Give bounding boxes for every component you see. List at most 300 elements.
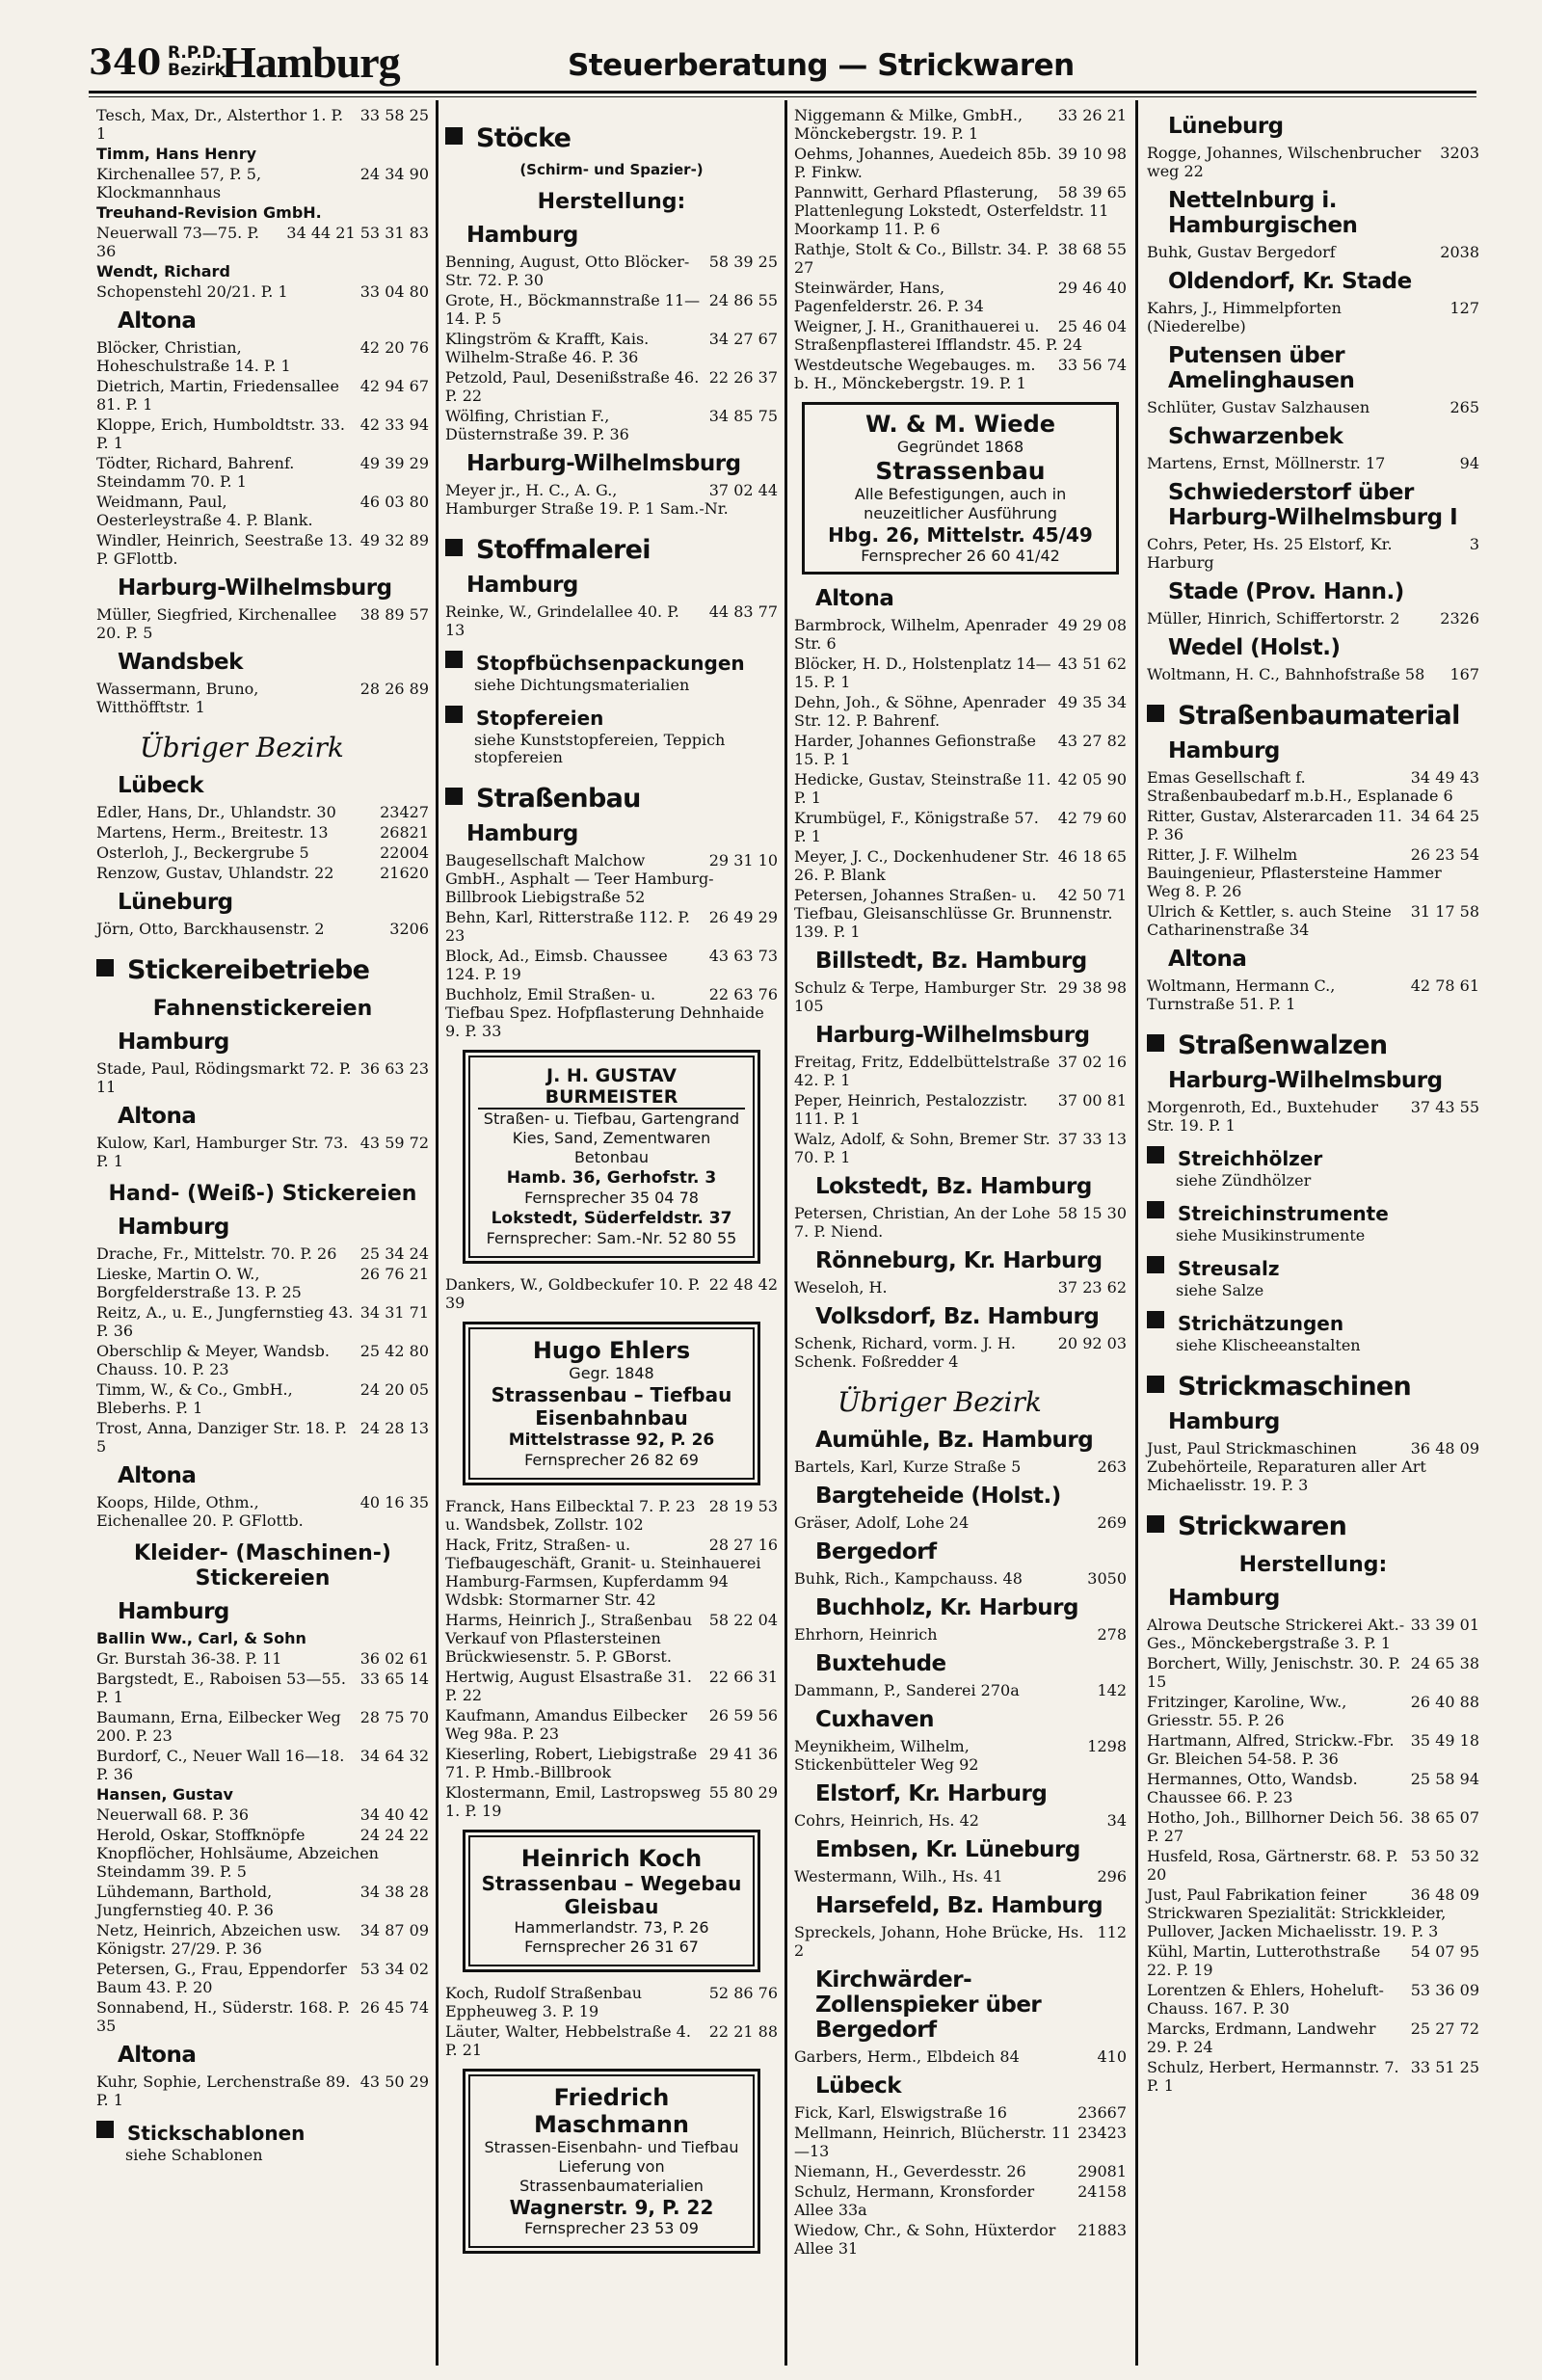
category-label: Straßenbau	[476, 784, 641, 814]
entry-name: Just, Paul Fabrikation feiner Strickwaren Spezialität: Strickkleider, Pullover, Jacken Michaelisstr. 19. P. 3	[1147, 1885, 1447, 1940]
entry-name: Treuhand-Revision GmbH.	[96, 203, 322, 222]
square-bullet-icon	[445, 539, 463, 556]
place-heading: Kirchwärder-Zollenspieker über Bergedorf	[815, 1967, 1042, 2043]
phone-number: 20 92 03	[1057, 1334, 1127, 1352]
entry-name: Reinke, W., Grindelallee 40. P. 13	[445, 602, 679, 639]
entry-name: Windler, Heinrich, Seestraße 13. P. GFlottb.	[96, 531, 353, 568]
entry-name: Dehn, Joh., & Söhne, Apenrader Str. 12. P. Bahrenf.	[794, 693, 1046, 730]
phone-number: 28 27 16	[708, 1536, 778, 1554]
phone-number: 278	[1097, 1625, 1127, 1644]
directory-entry	[96, 377, 429, 414]
directory-entry	[1147, 1981, 1479, 2018]
directory-entry	[794, 2103, 1127, 2122]
ad-line: Kies, Sand, Zementwaren	[512, 1129, 711, 1147]
category-label: Strickwaren	[1178, 1511, 1347, 1541]
place-heading: Altona	[815, 586, 894, 611]
directory-entry	[794, 2124, 1127, 2160]
entry-name: Just, Paul Strickmaschinen Zubehörteile, Reparaturen aller Art Michaelisstr. 19. P. 3	[1147, 1439, 1426, 1494]
entry-name: Schenk, Richard, vorm. J. H. Schenk. Foßredder 4	[794, 1334, 1016, 1371]
phone-number: 34 31 71	[359, 1303, 429, 1322]
entry-name: Pannwitt, Gerhard Pflasterung, Plattenlegung Lokstedt, Osterfeldstr. 11 Moorkamp 11. P. 6	[794, 183, 1109, 238]
place-heading: Nettelnburg i. Hamburgischen	[1168, 188, 1358, 238]
entry-name: Schopenstehl 20/21. P. 1	[96, 282, 288, 301]
phone-number: 34 64 32	[359, 1747, 429, 1765]
place-heading: Hamburg	[118, 1215, 229, 1240]
phone-number: 26 49 29	[708, 908, 778, 926]
phone-number: 42 79 60	[1057, 809, 1127, 827]
directory-entry	[1147, 768, 1479, 805]
directory-entry	[445, 1275, 778, 1312]
entry-name: Behn, Karl, Ritterstraße 112. P. 23	[445, 908, 690, 945]
phone-number: 34	[1106, 1811, 1127, 1830]
ad-line: Strassenbau	[875, 457, 1046, 485]
phone-number: 37 02 44	[708, 481, 778, 499]
entry-name: Kieserling, Robert, Liebigstraße 71. P. Hmb.-Billbrook	[445, 1745, 698, 1781]
category-label: Strickmaschinen	[1178, 1372, 1412, 1402]
phone-number: 296	[1097, 1867, 1127, 1885]
directory-entry	[794, 2221, 1127, 2258]
directory-entry	[794, 732, 1127, 768]
category-label: Stoffmalerei	[476, 535, 651, 565]
directory-entry	[794, 978, 1127, 1015]
column-1	[96, 106, 429, 2170]
phone-number: 29 38 98	[1057, 978, 1127, 997]
place-heading: Altona	[1168, 947, 1247, 972]
ad-ehlers	[463, 1322, 760, 1485]
cross-reference: siehe Schablonen	[125, 2146, 263, 2164]
phone-number: 34 27 67	[708, 330, 778, 348]
phone-number: 49 35 34	[1057, 693, 1127, 711]
place-heading: Cuxhaven	[815, 1707, 934, 1732]
column-2	[445, 106, 778, 2265]
directory-entry	[96, 920, 429, 938]
entry-name: Baugesellschaft Malchow GmbH., Asphalt — Teer Hamburg-Billbrook Liebigstraße 52	[445, 851, 714, 906]
entry-name: Stade, Paul, Rödingsmarkt 72. P. 11	[96, 1059, 352, 1096]
ad-burmeister	[463, 1050, 760, 1264]
directory-entry	[1147, 535, 1479, 572]
entry-name: Kuhr, Sophie, Lerchenstraße 89. P. 1	[96, 2072, 351, 2109]
directory-entry	[1147, 2058, 1479, 2095]
directory-entry	[96, 1380, 429, 1417]
ad-phone: Fernsprecher 26 60 41/42	[861, 547, 1060, 565]
place-heading: Lübeck	[118, 773, 204, 798]
entry-name: Meyer, J. C., Dockenhudener Str. 26. P. Blank	[794, 847, 1050, 884]
phone-number: 35 49 18	[1410, 1731, 1479, 1750]
place-heading: Buchholz, Kr. Harburg	[815, 1595, 1078, 1620]
phone-number: 36 48 09	[1410, 1439, 1479, 1457]
phone-number: 37 02 16	[1057, 1053, 1127, 1071]
phone-number: 21620	[380, 864, 429, 882]
directory-entry	[96, 454, 429, 491]
ad-title: Hugo Ehlers	[532, 1337, 691, 1364]
entry-name: Petersen, G., Frau, Eppendorfer Baum 43. P. 20	[96, 1960, 347, 1996]
phone-number: 29081	[1077, 2162, 1127, 2180]
phone-number: 34 87 09	[359, 1921, 429, 1939]
place-heading: Oldendorf, Kr. Stade	[1168, 269, 1412, 294]
entry-name: Hermannes, Otto, Wandsb. Chaussee 66. P. 23	[1147, 1770, 1358, 1806]
directory-entry	[445, 1668, 778, 1704]
place-heading: Altona	[118, 308, 197, 334]
bezirk-text: Bezirk	[168, 61, 226, 80]
entry-name: Burdorf, C., Neuer Wall 16—18. P. 36	[96, 1747, 345, 1783]
directory-entry	[96, 1785, 429, 1804]
place-heading: Hamburg	[466, 223, 578, 248]
phone-number: 33 26 21	[1057, 106, 1127, 124]
entry-name: Kahrs, J., Himmelpforten (Niederelbe)	[1147, 299, 1342, 335]
directory-entry	[1147, 2019, 1479, 2056]
phone-number: 43 59 72	[359, 1134, 429, 1152]
phone-number: 58 15 30	[1057, 1204, 1127, 1222]
entry-name: Spreckels, Johann, Hohe Brücke, Hs. 2	[794, 1923, 1084, 1960]
phone-number: 42 78 61	[1410, 976, 1479, 995]
entry-name: Fick, Karl, Elswigstraße 16	[794, 2103, 1007, 2122]
entry-name: Weigner, J. H., Granithauerei u. Straßenpflasterei Ifflandstr. 45. P. 24	[794, 317, 1083, 354]
phone-number: 33 56 74	[1057, 356, 1127, 374]
subcategory-note: (Schirm- und Spazier-)	[519, 161, 704, 178]
directory-entry	[96, 531, 429, 568]
phone-number: 37 43 55	[1410, 1098, 1479, 1116]
entry-name: Krumbügel, F., Königstraße 57. P. 1	[794, 809, 1039, 845]
entry-name: Alrowa Deutsche Strickerei Akt.-Ges., Mönckebergstraße 3. P. 1	[1147, 1616, 1405, 1652]
header-rule	[89, 91, 1476, 94]
subcategory-heading: Herstellung:	[1238, 1553, 1388, 1577]
phone-number: 34 85 75	[708, 407, 778, 425]
phone-number: 26 40 88	[1410, 1693, 1479, 1711]
cross-reference: siehe Klischeeanstalten	[1176, 1336, 1361, 1354]
directory-entry	[794, 770, 1127, 807]
phone-number: 2038	[1440, 243, 1479, 261]
phone-number: 43 51 62	[1057, 655, 1127, 673]
phone-number: 46 03 80	[359, 493, 429, 511]
entry-name: Edler, Hans, Dr., Uhlandstr. 30	[96, 803, 336, 821]
category-heading	[445, 706, 778, 730]
category-heading	[1147, 1201, 1479, 1225]
entry-name: Wendt, Richard	[96, 262, 230, 281]
directory-entry	[1147, 1693, 1479, 1729]
directory-entry	[96, 1826, 429, 1881]
ad-phone: Fernsprecher: Sam.-Nr. 52 80 55	[486, 1229, 737, 1247]
place-heading: Hamburg	[1168, 738, 1280, 763]
entry-name: Peper, Heinrich, Pestalozzistr. 111. P. 1	[794, 1091, 1028, 1128]
entry-name: Blöcker, Christian, Hoheschulstraße 14. P. 1	[96, 338, 291, 375]
column-4	[1147, 106, 1479, 2097]
ad-koch	[463, 1830, 760, 1972]
entry-name: Herold, Oskar, Stoffknöpfe Knopflöcher, Hohlsäume, Abzeichen Steindamm 39. P. 5	[96, 1826, 379, 1881]
directory-entry	[1147, 1654, 1479, 1691]
entry-name: Rathje, Stolt & Co., Billstr. 34. P. 27	[794, 240, 1050, 277]
directory-entry	[96, 1921, 429, 1958]
ad-line: Strassenbau – Tiefbau	[491, 1383, 732, 1406]
category-heading	[445, 123, 778, 153]
phone-number: 24 65 38	[1410, 1654, 1479, 1672]
place-heading: Embsen, Kr. Lüneburg	[815, 1837, 1080, 1862]
entry-name: Wölfing, Christian F., Düsternstraße 39. P. 36	[445, 407, 629, 443]
square-bullet-icon	[96, 959, 114, 976]
ad-phone: Fernsprecher 26 31 67	[524, 1938, 699, 1956]
directory-entry	[96, 1670, 429, 1706]
directory-entry	[445, 407, 778, 443]
phone-number: 58 39 65	[1057, 183, 1127, 201]
directory-entry	[794, 1923, 1127, 1960]
entry-name: Bartels, Karl, Kurze Straße 5	[794, 1457, 1022, 1476]
directory-entry	[794, 183, 1127, 238]
ad-title: Heinrich Koch	[520, 1845, 703, 1872]
place-heading: Lüneburg	[1168, 114, 1284, 139]
directory-entry	[1147, 609, 1479, 628]
place-heading: Lokstedt, Bz. Hamburg	[815, 1174, 1092, 1199]
phone-number: 31 17 58	[1410, 902, 1479, 921]
rpd-label	[168, 44, 226, 79]
directory-entry	[445, 1536, 778, 1609]
directory-entry	[794, 886, 1127, 941]
directory-entry	[96, 224, 429, 260]
entry-name: Tödter, Richard, Bahrenf. Steindamm 70. P. 1	[96, 454, 295, 491]
ad-phone: Fernsprecher 23 53 09	[524, 2219, 699, 2237]
entry-name: Lieske, Martin O. W., Borgfelderstraße 13. P. 25	[96, 1265, 302, 1301]
ad-line: Gegr. 1848	[569, 1364, 654, 1382]
entry-name: Block, Ad., Eimsb. Chaussee 124. P. 19	[445, 947, 668, 983]
phone-number: 22 48 42	[708, 1275, 778, 1294]
cross-reference: siehe Musikinstrumente	[1176, 1226, 1366, 1244]
ad-line: Eisenbahnbau	[535, 1406, 688, 1430]
phone-number: 58 39 25	[708, 253, 778, 271]
directory-entry	[445, 1783, 778, 1820]
ad-phone: Fernsprecher 26 82 69	[524, 1451, 699, 1469]
directory-entry	[445, 1706, 778, 1743]
entry-name: Klostermann, Emil, Lastropsweg 1. P. 19	[445, 1783, 702, 1820]
phone-number: 23427	[380, 803, 429, 821]
phone-number: 1298	[1087, 1737, 1127, 1755]
entry-name: Harder, Johannes Gefionstraße 15. P. 1	[794, 732, 1037, 768]
phone-number: 25 46 04	[1057, 317, 1127, 335]
directory-entry	[794, 106, 1127, 143]
phone-number: 265	[1449, 398, 1479, 416]
entry-name: Martens, Ernst, Möllnerstr. 17	[1147, 454, 1386, 472]
entry-name: Neuerwall 68. P. 36	[96, 1805, 250, 1824]
place-heading: Elstorf, Kr. Harburg	[815, 1781, 1048, 1806]
phone-number: 26821	[380, 823, 429, 842]
section-heading: Übriger Bezirk	[837, 1386, 1042, 1418]
directory-entry	[96, 1747, 429, 1783]
square-bullet-icon	[1147, 1146, 1164, 1163]
place-heading: Hamburg	[118, 1030, 229, 1055]
phone-number: 39 10 98	[1057, 145, 1127, 163]
phone-number: 46 18 65	[1057, 847, 1127, 866]
entry-name: Grote, H., Böckmannstraße 11—14. P. 5	[445, 291, 701, 328]
directory-entry	[445, 368, 778, 405]
phone-number: 21883	[1077, 2221, 1127, 2239]
directory-entry	[96, 1059, 429, 1096]
entry-name: Koch, Rudolf Straßenbau Eppheuweg 3. P. 19	[445, 1984, 643, 2020]
phone-number: 49 29 08	[1057, 616, 1127, 634]
directory-entry	[96, 1960, 429, 1996]
entry-name: Harms, Heinrich J., Straßenbau Verkauf von Pflastersteinen Brückwiesenstr. 5. P. GBorst.	[445, 1611, 693, 1666]
square-bullet-icon	[445, 788, 463, 805]
directory-entry	[96, 1649, 429, 1668]
phone-number: 33 04 80	[359, 282, 429, 301]
entry-name: Emas Gesellschaft f. Straßenbaubedarf m.b.H., Esplanade 6	[1147, 768, 1453, 805]
directory-entry	[794, 1811, 1127, 1830]
place-heading: Volksdorf, Bz. Hamburg	[815, 1304, 1100, 1329]
directory-entry	[96, 1629, 429, 1647]
directory-entry	[794, 1053, 1127, 1089]
entry-name: Läuter, Walter, Hebbelstraße 4. P. 21	[445, 2022, 691, 2059]
directory-entry	[794, 279, 1127, 315]
entry-name: Cohrs, Peter, Hs. 25 Elstorf, Kr. Harburg	[1147, 535, 1393, 572]
category-label: Strichätzungen	[1178, 1312, 1344, 1335]
phone-number: 53 34 02	[359, 1960, 429, 1978]
category-heading	[1147, 1030, 1479, 1060]
directory-entry	[794, 1130, 1127, 1166]
place-heading: Billstedt, Bz. Hamburg	[815, 949, 1087, 974]
phone-number: 29 41 36	[708, 1745, 778, 1763]
entry-name: Tesch, Max, Dr., Alsterthor 1. P. 1	[96, 106, 344, 143]
ad-line: Strassenbau – Wegebau	[481, 1872, 742, 1895]
entry-name: Kirchenallee 57, P. 5, Klockmannhaus	[96, 165, 262, 201]
category-heading	[1147, 1372, 1479, 1402]
phone-number: 410	[1097, 2047, 1127, 2066]
directory-entry	[794, 1681, 1127, 1699]
entry-name: Baumann, Erna, Eilbecker Weg 200. P. 23	[96, 1708, 341, 1745]
phone-number: 29 31 10	[708, 851, 778, 869]
entry-name: Wiedow, Chr., & Sohn, Hüxterdor Allee 31	[794, 2221, 1056, 2258]
entry-name: Ritter, Gustav, Alsterarcaden 11. P. 36	[1147, 807, 1402, 843]
phone-number: 43 50 29	[359, 2072, 429, 2091]
square-bullet-icon	[445, 127, 463, 145]
directory-entry	[794, 1513, 1127, 1532]
phone-number: 3206	[389, 920, 429, 938]
phone-number: 127	[1449, 299, 1479, 317]
entry-name: Neuerwall 73—75. P. 36	[96, 224, 259, 260]
phone-number: 263	[1097, 1457, 1127, 1476]
directory-entry	[794, 240, 1127, 277]
phone-number: 44 83 77	[708, 602, 778, 621]
entry-name: Osterloh, J., Beckergrube 5	[96, 843, 309, 862]
phone-number: 28 75 70	[359, 1708, 429, 1726]
phone-number: 22004	[380, 843, 429, 862]
directory-entry	[96, 282, 429, 301]
phone-number: 49 32 89	[359, 531, 429, 549]
directory-entry	[794, 356, 1127, 392]
square-bullet-icon	[1147, 1311, 1164, 1328]
place-heading: Putensen über Amelinghausen	[1168, 343, 1355, 393]
phone-number: 33 58 25	[359, 106, 429, 124]
entry-name: Bargstedt, E., Raboisen 53—55. P. 1	[96, 1670, 346, 1706]
directory-entry	[445, 851, 778, 906]
header-rule-thin	[89, 96, 1476, 97]
page-header	[89, 39, 1476, 89]
entry-name: Dietrich, Martin, Friedensallee 81. P. 1	[96, 377, 339, 414]
phone-number: 34 38 28	[359, 1883, 429, 1901]
phone-number: 26 76 21	[359, 1265, 429, 1283]
directory-entry	[794, 2047, 1127, 2066]
entry-name: Niemann, H., Geverdesstr. 26	[794, 2162, 1026, 2180]
square-bullet-icon	[1147, 1201, 1164, 1218]
category-label: Straßenwalzen	[1178, 1030, 1388, 1060]
ad-line: Lieferung von Strassenbaumaterialien	[519, 2157, 704, 2195]
directory-entry	[794, 616, 1127, 653]
subcategory-heading: Herstellung:	[537, 190, 686, 214]
entry-name: Mellmann, Heinrich, Blücherstr. 11—13	[794, 2124, 1072, 2160]
directory-entry	[96, 843, 429, 862]
category-heading	[96, 2121, 429, 2145]
directory-entry	[445, 908, 778, 945]
phone-number: 54 07 95	[1410, 1942, 1479, 1961]
place-heading: Wedel (Holst.)	[1168, 635, 1341, 660]
directory-entry	[1147, 902, 1479, 939]
place-heading: Harburg-Wilhelmsburg	[118, 575, 392, 601]
entry-name: Kaufmann, Amandus Eilbecker Weg 98a. P. 23	[445, 1706, 688, 1743]
phone-number: 25 42 80	[359, 1342, 429, 1360]
square-bullet-icon	[1147, 1376, 1164, 1393]
entry-name: Hedicke, Gustav, Steinstraße 11. P. 1	[794, 770, 1051, 807]
directory-entry	[794, 693, 1127, 730]
phone-number: 23423	[1077, 2124, 1127, 2142]
phone-number: 29 46 40	[1057, 279, 1127, 297]
directory-entry	[1147, 454, 1479, 472]
phone-number: 37 33 13	[1057, 1130, 1127, 1148]
directory-entry	[96, 415, 429, 452]
category-heading	[1147, 1311, 1479, 1335]
entry-name: Martens, Herm., Breitestr. 13	[96, 823, 329, 842]
entry-name: Klingström & Krafft, Kais. Wilhelm-Straße 46. P. 36	[445, 330, 650, 366]
phone-number: 42 94 67	[359, 377, 429, 395]
place-heading: Buxtehude	[815, 1651, 946, 1676]
entry-name: Ritter, J. F. Wilhelm Bauingenieur, Pflastersteine Hammer Weg 8. P. 26	[1147, 845, 1442, 900]
directory-entry	[96, 1265, 429, 1301]
entry-name: Oberschlip & Meyer, Wandsb. Chauss. 10. P. 23	[96, 1342, 330, 1378]
directory-entry	[794, 1204, 1127, 1241]
entry-name: Müller, Siegfried, Kirchenallee 20. P. 5	[96, 605, 337, 642]
directory-entry	[794, 655, 1127, 691]
square-bullet-icon	[445, 706, 463, 723]
phone-number: 42 33 94	[359, 415, 429, 434]
entry-name: Oehms, Johannes, Auedeich 85b. P. Finkw.	[794, 145, 1051, 181]
phone-number: 34 40 42	[359, 1805, 429, 1824]
phone-number: 36 02 61	[359, 1649, 429, 1668]
directory-entry	[96, 1134, 429, 1170]
phone-number: 37 00 81	[1057, 1091, 1127, 1110]
entry-name: Meynikheim, Wilhelm, Stickenbütteler Weg 92	[794, 1737, 979, 1774]
phone-number: 52 86 76	[708, 1984, 778, 2002]
directory-entry	[794, 2182, 1127, 2219]
directory-entry	[96, 145, 429, 163]
directory-entry	[1147, 1942, 1479, 1979]
ad-wiede	[802, 402, 1119, 575]
directory-entry	[1147, 1098, 1479, 1135]
place-heading: Wandsbek	[118, 650, 243, 675]
directory-entry	[445, 253, 778, 289]
entry-name: Hack, Fritz, Straßen- u. Tiefbaugeschäft, Granit- u. Steinhauerei Hamburg-Farmsen, Kupferdamm 94 Wdsbk: Stormarner Str. 42	[445, 1536, 761, 1609]
phone-number: 24 34 90	[359, 165, 429, 183]
entry-name: Reitz, A., u. E., Jungfernstieg 43. P. 36	[96, 1303, 354, 1340]
entry-name: Ballin Ww., Carl, & Sohn	[96, 1629, 306, 1647]
entry-name: Hotho, Joh., Billhorner Deich 56. P. 27	[1147, 1808, 1404, 1845]
phone-number: 3	[1469, 535, 1479, 553]
directory-entry	[96, 1493, 429, 1530]
entry-name: Benning, August, Otto Blöcker-Str. 72. P. 30	[445, 253, 690, 289]
column-divider	[1135, 100, 1138, 2366]
phone-number: 33 65 14	[359, 1670, 429, 1688]
entry-name: Meyer jr., H. C., A. G., Hamburger Straße 19. P. 1 Sam.-Nr.	[445, 481, 729, 518]
square-bullet-icon	[445, 651, 463, 668]
entry-name: Sonnabend, H., Süderstr. 168. P. 35	[96, 1998, 351, 2035]
directory-entry	[794, 1278, 1127, 1297]
entry-name: Freitag, Fritz, Eddelbüttelstraße 42. P. 1	[794, 1053, 1050, 1089]
entry-name: Buhk, Rich., Kampchauss. 48	[794, 1569, 1023, 1588]
entry-name: Dankers, W., Goldbeckufer 10. P. 39	[445, 1275, 701, 1312]
directory-entry	[445, 1611, 778, 1666]
